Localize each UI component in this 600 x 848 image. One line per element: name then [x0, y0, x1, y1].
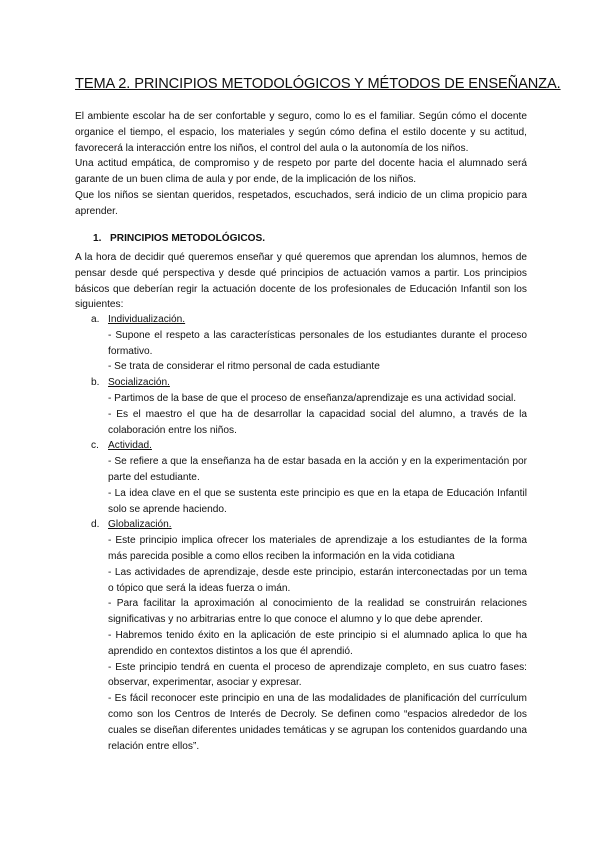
principle-point: - Es el maestro el que ha de desarrollar la capacidad social del alumno, a través de la colaboración entre los niños. [108, 408, 527, 436]
principle-letter: d. [91, 519, 100, 531]
principle-point: - Partimos de la base de que el proceso de enseñanza/aprendizaje es una actividad social. [108, 392, 517, 404]
principle-title: Individualización. [108, 314, 186, 325]
section-heading [93, 233, 265, 244]
principle-letter: a. [91, 314, 100, 325]
intro-paragraph: Una actitud empática, de compromiso y de respeto por parte del docente hacia el alumnado será garante de un buen clima de aula y por ende, de la implicación de los niños. [75, 158, 527, 186]
intro-text [75, 109, 527, 220]
section-intro: A la hora de decidir qué queremos enseñar y qué queremos que aprendan los alumnos, hemos de pensar desde qué perspectiva y desde qué principios de actuación vamos a partir. Los principios básicos que deberían regir la actuación docente de los profesionales de Educación Infantil son los siguientes: [75, 252, 527, 311]
intro-paragraph: Que los niños se sientan queridos, respetados, escuchados, será indicio de un clima propicio para aprender. [75, 189, 527, 217]
principles-list [75, 312, 535, 754]
principle-item [75, 375, 535, 438]
principle-title: Actividad. [108, 440, 152, 452]
principle-point: - Se trata de considerar el ritmo personal de cada estudiante [108, 361, 380, 373]
principle-point: - Este principio implica ofrecer los materiales de aprendizaje a los estudiantes de la forma más parecida posible a como ellos reciben la información en la vida cotidiana [108, 535, 527, 562]
principle-item [75, 517, 535, 754]
principle-point: - La idea clave en el que se sustenta este principio es que en la etapa de Educación Infantil solo se aprende haciendo. [108, 487, 527, 515]
principle-item [75, 438, 535, 517]
section-title: PRINCIPIOS METODOLÓGICOS. [110, 233, 266, 244]
principle-title: Socialización. [108, 377, 170, 389]
principle-point: - Es fácil reconocer este principio en una de las modalidades de planificación del currículum como son los Centros de Interés de Decroly. Se definen como “espacios alrededor de los cuales se diseñan diferentes unidades temáticas y se agrupan los contenidos guardando una relación entre ellos”. [108, 693, 527, 752]
principle-letter: c. [91, 440, 99, 452]
principle-point: - Este principio tendrá en cuenta el proceso de aprendizaje completo, en sus cuatro fases: observar, experimentar, asociar y expresar. [108, 661, 527, 689]
principle-point: - Las actividades de aprendizaje, desde este principio, estarán interconectadas por un tema o tópico que será la ideas fuerza o imán. [108, 566, 527, 594]
principle-point: - Para facilitar la aproximación al conocimiento de la realidad se construirán relaciones significativas y no arbitrarias entre lo que conoce el alumno y lo que debe aprender. [108, 598, 527, 626]
document-title: TEMA 2. PRINCIPIOS METODOLÓGICOS Y MÉTODOS DE ENSEÑANZA. [75, 76, 561, 92]
section-number: 1. [93, 233, 102, 244]
principle-letter: b. [91, 377, 100, 389]
principle-point: - Supone el respeto a las características personales de los estudiantes durante el proceso formativo. [108, 329, 527, 357]
principle-item [75, 312, 535, 375]
principle-point: - Se refiere a que la enseñanza ha de estar basada en la acción y en la experimentación por parte del estudiante. [108, 456, 527, 483]
principle-title: Globalización. [108, 519, 172, 531]
principle-point: - Habremos tenido éxito en la aplicación de este principio si el alumnado aplica lo que ha aprendido en contextos distintos a los que él aprendió. [108, 629, 527, 657]
intro-paragraph: El ambiente escolar ha de ser confortable y seguro, como lo es el familiar. Según cómo el docente organice el tiempo, el espacio, los materiales y según cómo defina el estilo docente y su actitud, favorecerá la interacción entre los niños, el control del aula o la autonomía de los niños. [75, 111, 527, 154]
